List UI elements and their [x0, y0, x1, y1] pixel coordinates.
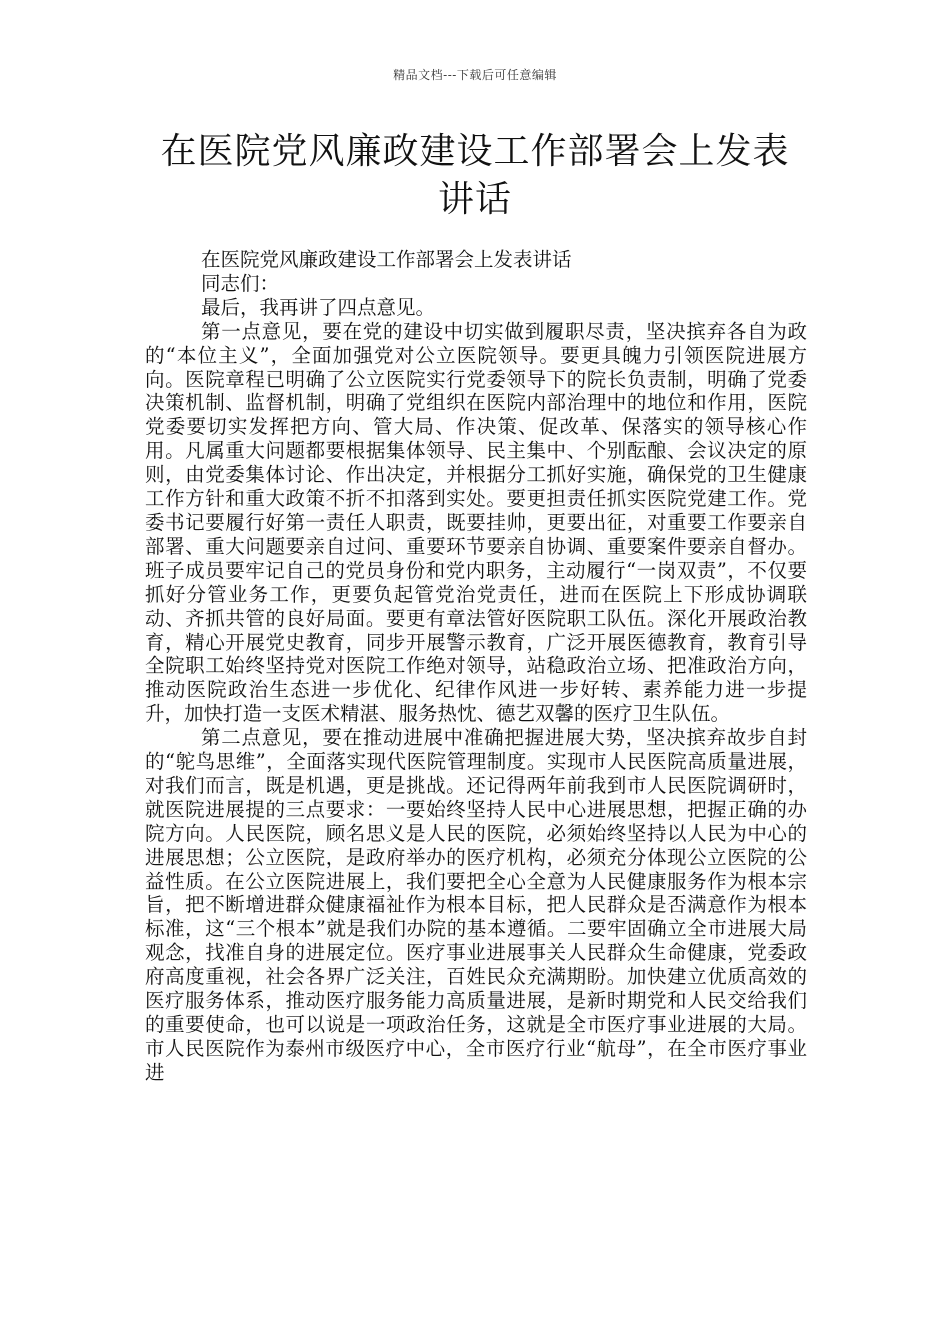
document-body — [145, 248, 807, 1085]
salutation-line: 同志们： — [201, 271, 280, 295]
paragraph-point-two: 第二点意见，要在推动进展中准确把握进展大势，坚决摈弃故步自封的“鸵鸟思维”，全面落实现代医院管理制度。实现市人民医院高质量进展，对我们而言，既是机遇，更是挑战。还记得两年前我到市人民医院调研时，就医院进展提的三点要求：一要始终坚持人民中心进展思想，把握正确的办院方向。人民医院，顾名思义是人民的医院，必须始终坚持以人民为中心的进展思想；公立医院，是政府举办的医疗机构，必须充分体现公立医院的公益性质。在公立医院进展上，我们要把全心全意为人民健康服务作为根本宗旨，把不断增进群众健康福祉作为根本目标，把人民群众是否满意作为根本标准，这“三个根本”就是我们办院的基本遵循。二要牢固确立全市进展大局观念，找准自身的进展定位。医疗事业进展事关人民群众生命健康，党委政府高度重视，社会各界广泛关注，百姓民众充满期盼。加快建立优质高效的医疗服务体系，推动医疗服务能力高质量进展，是新时期党和人民交给我们的重要使命，也可以说是一项政治任务，这就是全市医疗事业进展的大局。市人民医院作为泰州市级医疗中心，全市医疗行业“航母”，在全市医疗事业进 — [145, 726, 807, 1084]
header-note: 精品文档---下载后可任意编辑 — [393, 68, 557, 82]
paragraph-point-one: 第一点意见，要在党的建设中切实做到履职尽责，坚决摈弃各自为政的“本位主义”，全面加强党对公立医院领导。要更具魄力引领医院进展方向。医院章程已明确了公立医院实行党委领导下的院长负责制，明确了党委决策机制、监督机制，明确了党组织在医院内部治理中的地位和作用，医院党委要切实发挥把方向、管大局、作决策、促改革、保落实的领导核心作用。凡属重大问题都要根据集体领导、民主集中、个别酝酿、会议决定的原则，由党委集体讨论、作出决定，并根据分工抓好实施，确保党的卫生健康工作方针和重大政策不折不扣落到实处。要更担责任抓实医院党建工作。党委书记要履行好第一责任人职责，既要挂帅，更要出征，对重要工作要亲自部署、重大问题要亲自过问、重要环节要亲自协调、重要案件要亲自督办。班子成员要牢记自己的党员身份和党内职务，主动履行“一岗双责”，不仅要抓好分管业务工作，更要负起管党治党责任，进而在医院上下形成协调联动、齐抓共管的良好局面。要更有章法管好医院职工队伍。深化开展政治教育，精心开展党史教育，同步开展警示教育，广泛开展医德教育，教育引导全院职工始终坚持党对医院工作绝对领导，站稳政治立场、把准政治方向，推动医院政治生态进一步优化、纪律作风进一步好转、素养能力进一步提升，加快打造一支医术精湛、服务热忱、德艺双馨的医疗卫生队伍。 — [145, 319, 807, 726]
subtitle-line: 在医院党风廉政建设工作部署会上发表讲话 — [201, 248, 572, 271]
intro-line: 最后，我再讲了四点意见。 — [201, 295, 436, 319]
document-title: 在医院党风廉政建设工作部署会上发表讲话 — [160, 131, 790, 220]
